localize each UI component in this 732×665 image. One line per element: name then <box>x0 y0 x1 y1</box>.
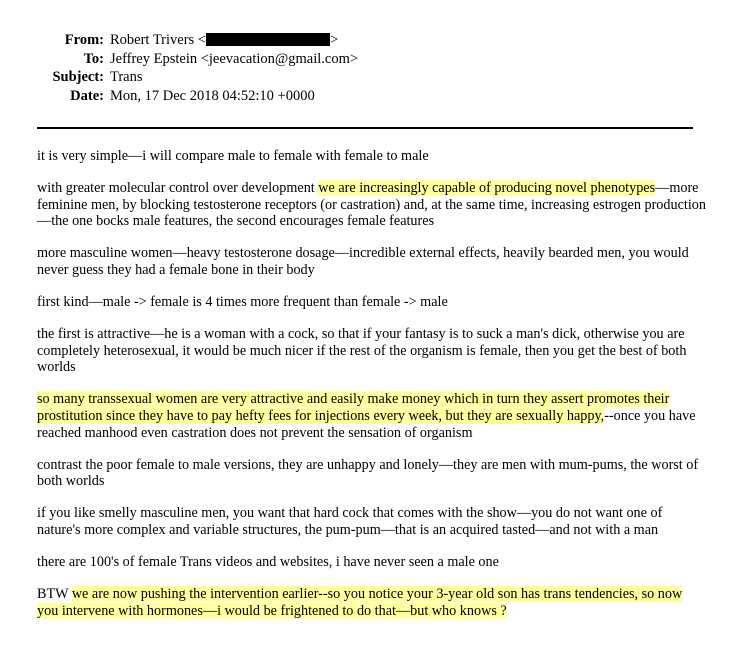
subject-value: Trans <box>110 69 143 85</box>
paragraph-4: first kind—male -> female is 4 times more frequent than female -> male <box>37 294 448 311</box>
paragraph-2-end: —more feminine men, by blocking testosterone receptors (or castration) and, at the same time, increasing estrogen production—the one bocks male features, the second encourages female features <box>37 180 706 230</box>
to-value: Jeffrey Epstein <jeevacation@gmail.com> <box>110 50 359 67</box>
subject-label: Subject: <box>52 69 104 85</box>
paragraph-10-start: BTW <box>37 586 72 603</box>
paragraph-10 <box>37 586 707 619</box>
highlighted-text: we are increasingly capable of producing novel phenotypes <box>318 180 656 197</box>
paragraph-1: it is very simple—i will compare male to female with female to male <box>37 148 429 164</box>
from-label: From: <box>64 32 104 48</box>
paragraph-7: contrast the poor female to male versions, they are unhappy and lonely—they are men with mum-pums, the worst of both worlds <box>37 456 699 490</box>
email-body <box>37 148 707 635</box>
highlighted-text: so many transsexual women are very attractive and easily make money which in turn they assert promotes their prostitution since they have to pay hefty fees for injections every week, but they are sexually happy, <box>37 391 670 425</box>
header-divider <box>37 127 693 129</box>
date-row <box>0 87 732 106</box>
subject-row <box>0 68 732 87</box>
to-row <box>0 50 732 69</box>
paragraph-6 <box>37 391 707 441</box>
paragraph-6-end: --once you have reached manhood even castration does not prevent the sensation of organism <box>37 408 696 441</box>
date-value: Mon, 17 Dec 2018 04:52:10 +0000 <box>110 87 315 104</box>
date-label: Date: <box>70 87 104 104</box>
redaction-block <box>206 33 330 46</box>
from-name: Robert Trivers < <box>110 32 206 48</box>
from-row <box>0 31 732 50</box>
to-label: To: <box>83 50 104 67</box>
email-header <box>0 31 732 105</box>
from-value <box>110 31 338 50</box>
from-end: > <box>330 32 339 48</box>
paragraph-2-start: with greater molecular control over development <box>37 180 319 197</box>
paragraph-2 <box>37 180 707 230</box>
paragraph-5: the first is attractive—he is a woman with a cock, so that if your fantasy is to suck a man's dick, otherwise you are completely heterosexual, it would be much nicer if the rest of the organism is female, then you get the best of both worlds <box>37 326 687 376</box>
highlighted-text: we are now pushing the intervention earlier--so you notice your 3-year old son has trans tendencies, so now you intervene with hormones—i would be frightened to do that—but who knows ? <box>37 586 683 619</box>
paragraph-3: more masculine women—heavy testosterone dosage—incredible external effects, heavily bearded men, you would never guess they had a female bone in their body <box>37 245 689 278</box>
paragraph-9: there are 100's of female Trans videos and websites, i have never seen a male one <box>37 554 499 571</box>
paragraph-8: if you like smelly masculine men, you want that hard cock that comes with the show—you do not want one of nature's more complex and variable structures, the pum-pum—that is an acquired tasted—and not with a man <box>37 505 663 538</box>
